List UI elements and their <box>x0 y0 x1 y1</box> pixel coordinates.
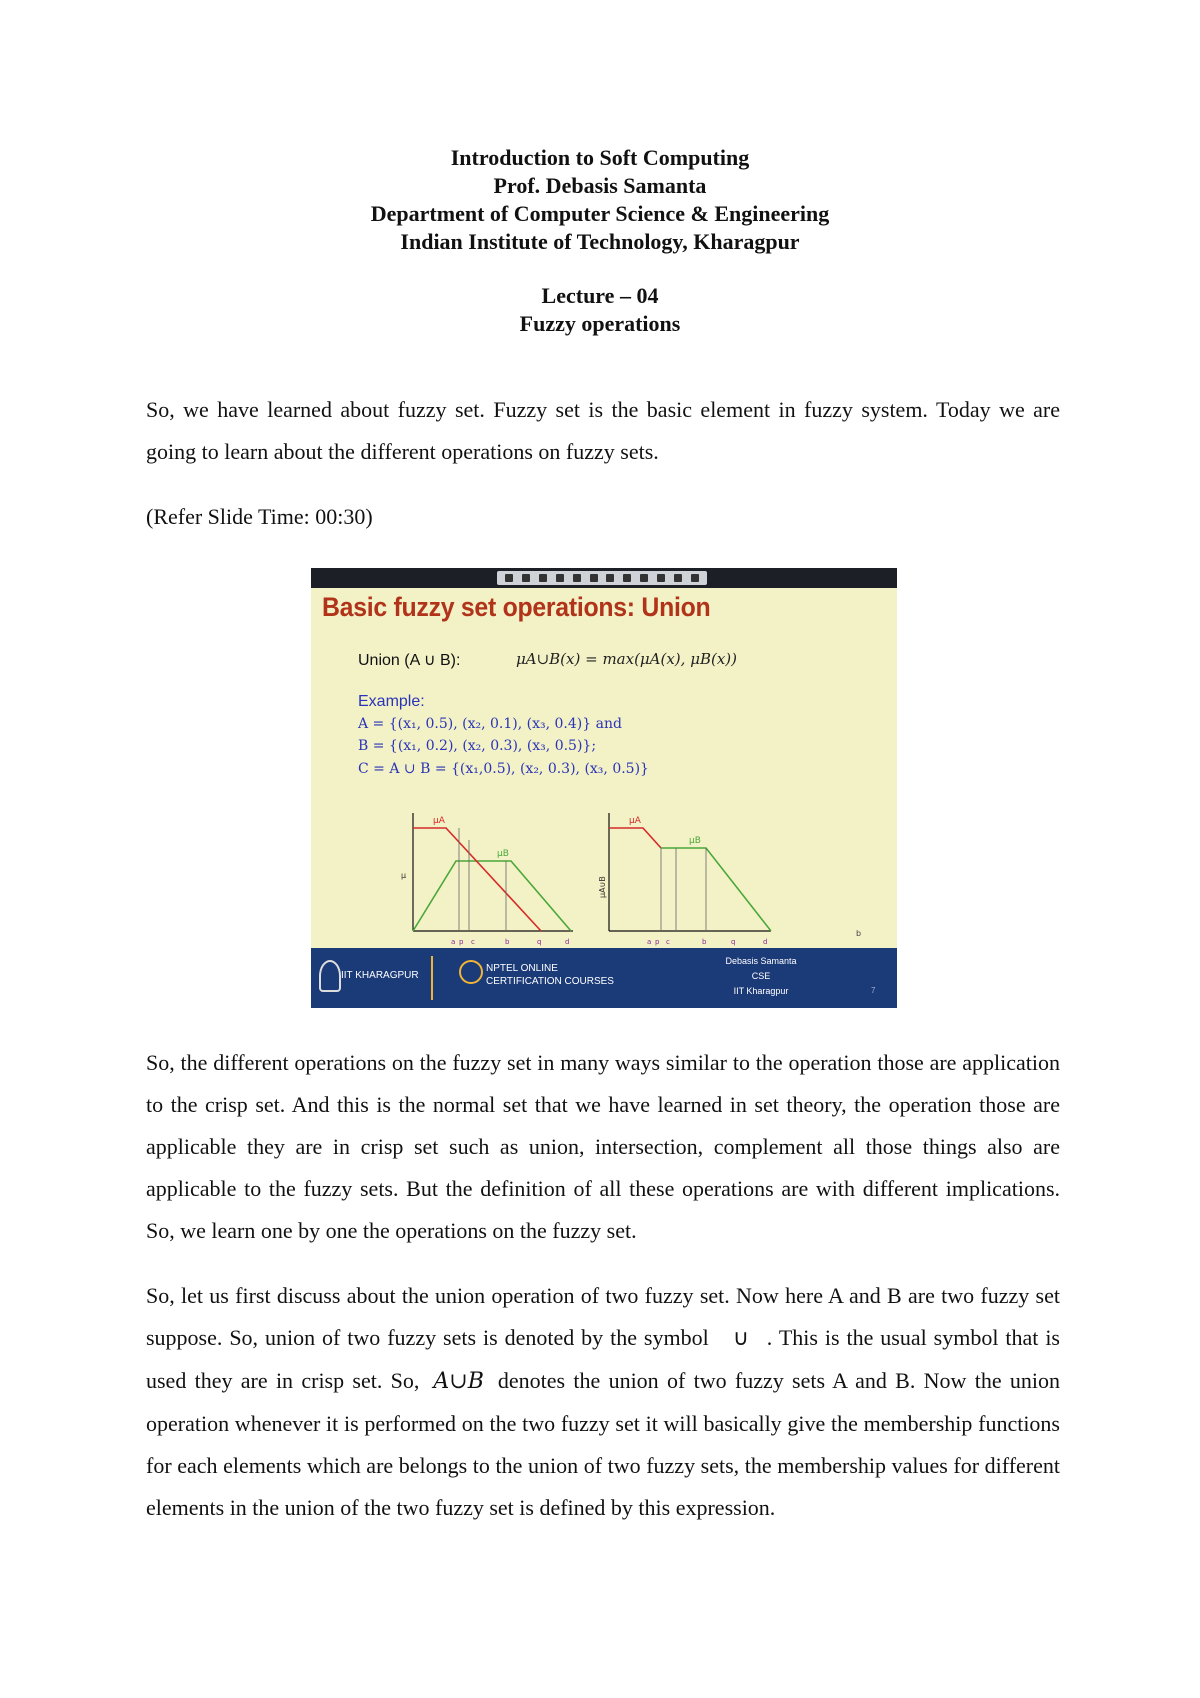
plot1-curve-a <box>413 828 541 931</box>
footer-divider <box>431 956 433 1000</box>
plot1-tick: p <box>459 938 464 946</box>
plot-separate-sets <box>401 813 573 946</box>
footer-place: IIT Kharagpur <box>733 986 789 996</box>
pen-icon <box>522 574 530 582</box>
text-icon <box>640 574 648 582</box>
plot2-tick: d <box>763 938 768 946</box>
pen-icon <box>539 574 547 582</box>
pen-icon <box>505 574 513 582</box>
institute-name: Indian Institute of Technology, Kharagpur <box>400 229 800 254</box>
plot2-tick: b <box>702 938 707 946</box>
plot2-tick: p <box>655 938 660 946</box>
plot1-tick: a <box>451 938 456 946</box>
union-paragraph-part1: So, let us first discuss about the union operation of two fuzzy set. Now here A and B are two fuzzy set suppose. So, union of two fuzzy sets is denoted by the symbol <box>146 1283 1060 1350</box>
course-title: Introduction to Soft Computing <box>450 145 750 170</box>
plot2-tick: c <box>666 938 670 946</box>
union-symbol: ∪ <box>732 1326 749 1351</box>
union-paragraph-part2: . This is the usual symbol that is used they are in crisp set. So, <box>146 1325 1060 1393</box>
union-paragraph <box>146 1275 1060 1529</box>
footer-institute: IIT KHARAGPUR <box>341 970 419 981</box>
slide-footer <box>311 948 897 1008</box>
plot1-ticks <box>451 938 569 946</box>
plot1-label-b: μB <box>497 849 509 859</box>
union-paragraph-part3: denotes the union of two fuzzy sets A and B. Now the union operation whenever it is performed on the two fuzzy set it will basically give the membership functions for each elements which are belongs to the union of two fuzzy sets, the membership values for different elements in the union of the two fuzzy set is defined by this expression. <box>146 1368 1060 1520</box>
eraser-icon <box>573 574 581 582</box>
slide-title: Basic fuzzy set operations: Union <box>322 592 711 622</box>
union-label: Union (A ∪ B): <box>358 652 461 669</box>
annotation-toolbar <box>497 571 707 585</box>
shape-icon <box>606 574 614 582</box>
plot1-tick: q <box>537 938 542 946</box>
footer-nptel <box>486 962 614 988</box>
plot2-y-label: μA∪B <box>598 876 607 898</box>
pointer-icon <box>623 574 631 582</box>
plot1-curve-b <box>413 861 571 931</box>
plot2-label-a: μA <box>629 816 641 826</box>
plot2-ticks <box>647 938 767 946</box>
example-set-a: A = {(x₁, 0.5), (x₂, 0.1), (x₃, 0.4)} and <box>358 716 622 732</box>
clear-icon <box>657 574 665 582</box>
lecture-number: Lecture – 04 <box>541 283 659 308</box>
plot1-tick: b <box>505 938 510 946</box>
footer-speaker-block <box>721 954 801 999</box>
record-icon <box>691 574 699 582</box>
footer-dept: CSE <box>751 971 771 981</box>
plot1-label-a: μA <box>433 816 445 826</box>
membership-plots <box>311 798 897 948</box>
plot-union-set <box>598 813 861 946</box>
example-set-b: B = {(x₁, 0.2), (x₂, 0.3), (x₃, 0.5)}; <box>358 738 597 754</box>
plot2-tick: q <box>731 938 736 946</box>
example-label: Example: <box>358 693 425 710</box>
professor-name: Prof. Debasis Samanta <box>493 173 707 198</box>
footer-nptel-line1: NPTEL ONLINE <box>486 963 558 974</box>
highlighter-icon <box>590 574 598 582</box>
slide-topbar <box>311 568 897 588</box>
union-expression: A∪B <box>433 1369 484 1394</box>
nptel-logo-icon <box>459 960 483 984</box>
intro-paragraph: So, we have learned about fuzzy set. Fuzzy set is the basic element in fuzzy system. Today we are going to learn about the different operations on fuzzy sets. <box>146 397 1060 464</box>
union-formula: μA∪B(x) = max(μA(x), μB(x)) <box>516 650 737 668</box>
slide-page-number: 7 <box>871 986 876 995</box>
plot2-tick: a <box>647 938 652 946</box>
example-set-c: C = A ∪ B = {(x₁,0.5), (x₂, 0.3), (x₃, 0.5)} <box>358 761 649 777</box>
slide-time-reference: (Refer Slide Time: 00:30) <box>146 504 373 529</box>
lecture-slide <box>311 568 897 1008</box>
footer-nptel-line2: CERTIFICATION COURSES <box>486 976 614 987</box>
document-header <box>0 144 1200 338</box>
plot1-y-label: μ <box>401 871 407 880</box>
plot1-tick: c <box>471 938 475 946</box>
plot2-curve-a <box>609 828 661 848</box>
plot2-curve-b <box>661 848 771 931</box>
lecture-topic: Fuzzy operations <box>519 311 681 336</box>
footer-speaker: Debasis Samanta <box>725 956 797 966</box>
operations-paragraph: So, the different operations on the fuzzy set in many ways similar to the operation those are application to the crisp set. And this is the normal set that we have learned in set theory, the operation those are applicable they are in crisp set such as union, intersection, complement all those things also are applicable to the fuzzy sets. But the definition of all these operations are with different implications. So, we learn one by one the operations on the fuzzy set. <box>146 1050 1060 1243</box>
department-name: Department of Computer Science & Engineering <box>370 201 830 226</box>
iit-logo-icon <box>319 960 341 992</box>
plot2-x-label: b <box>856 929 862 938</box>
grid-icon <box>674 574 682 582</box>
plot2-label-b: μB <box>689 836 701 846</box>
plot1-tick: d <box>565 938 570 946</box>
pen-icon <box>556 574 564 582</box>
